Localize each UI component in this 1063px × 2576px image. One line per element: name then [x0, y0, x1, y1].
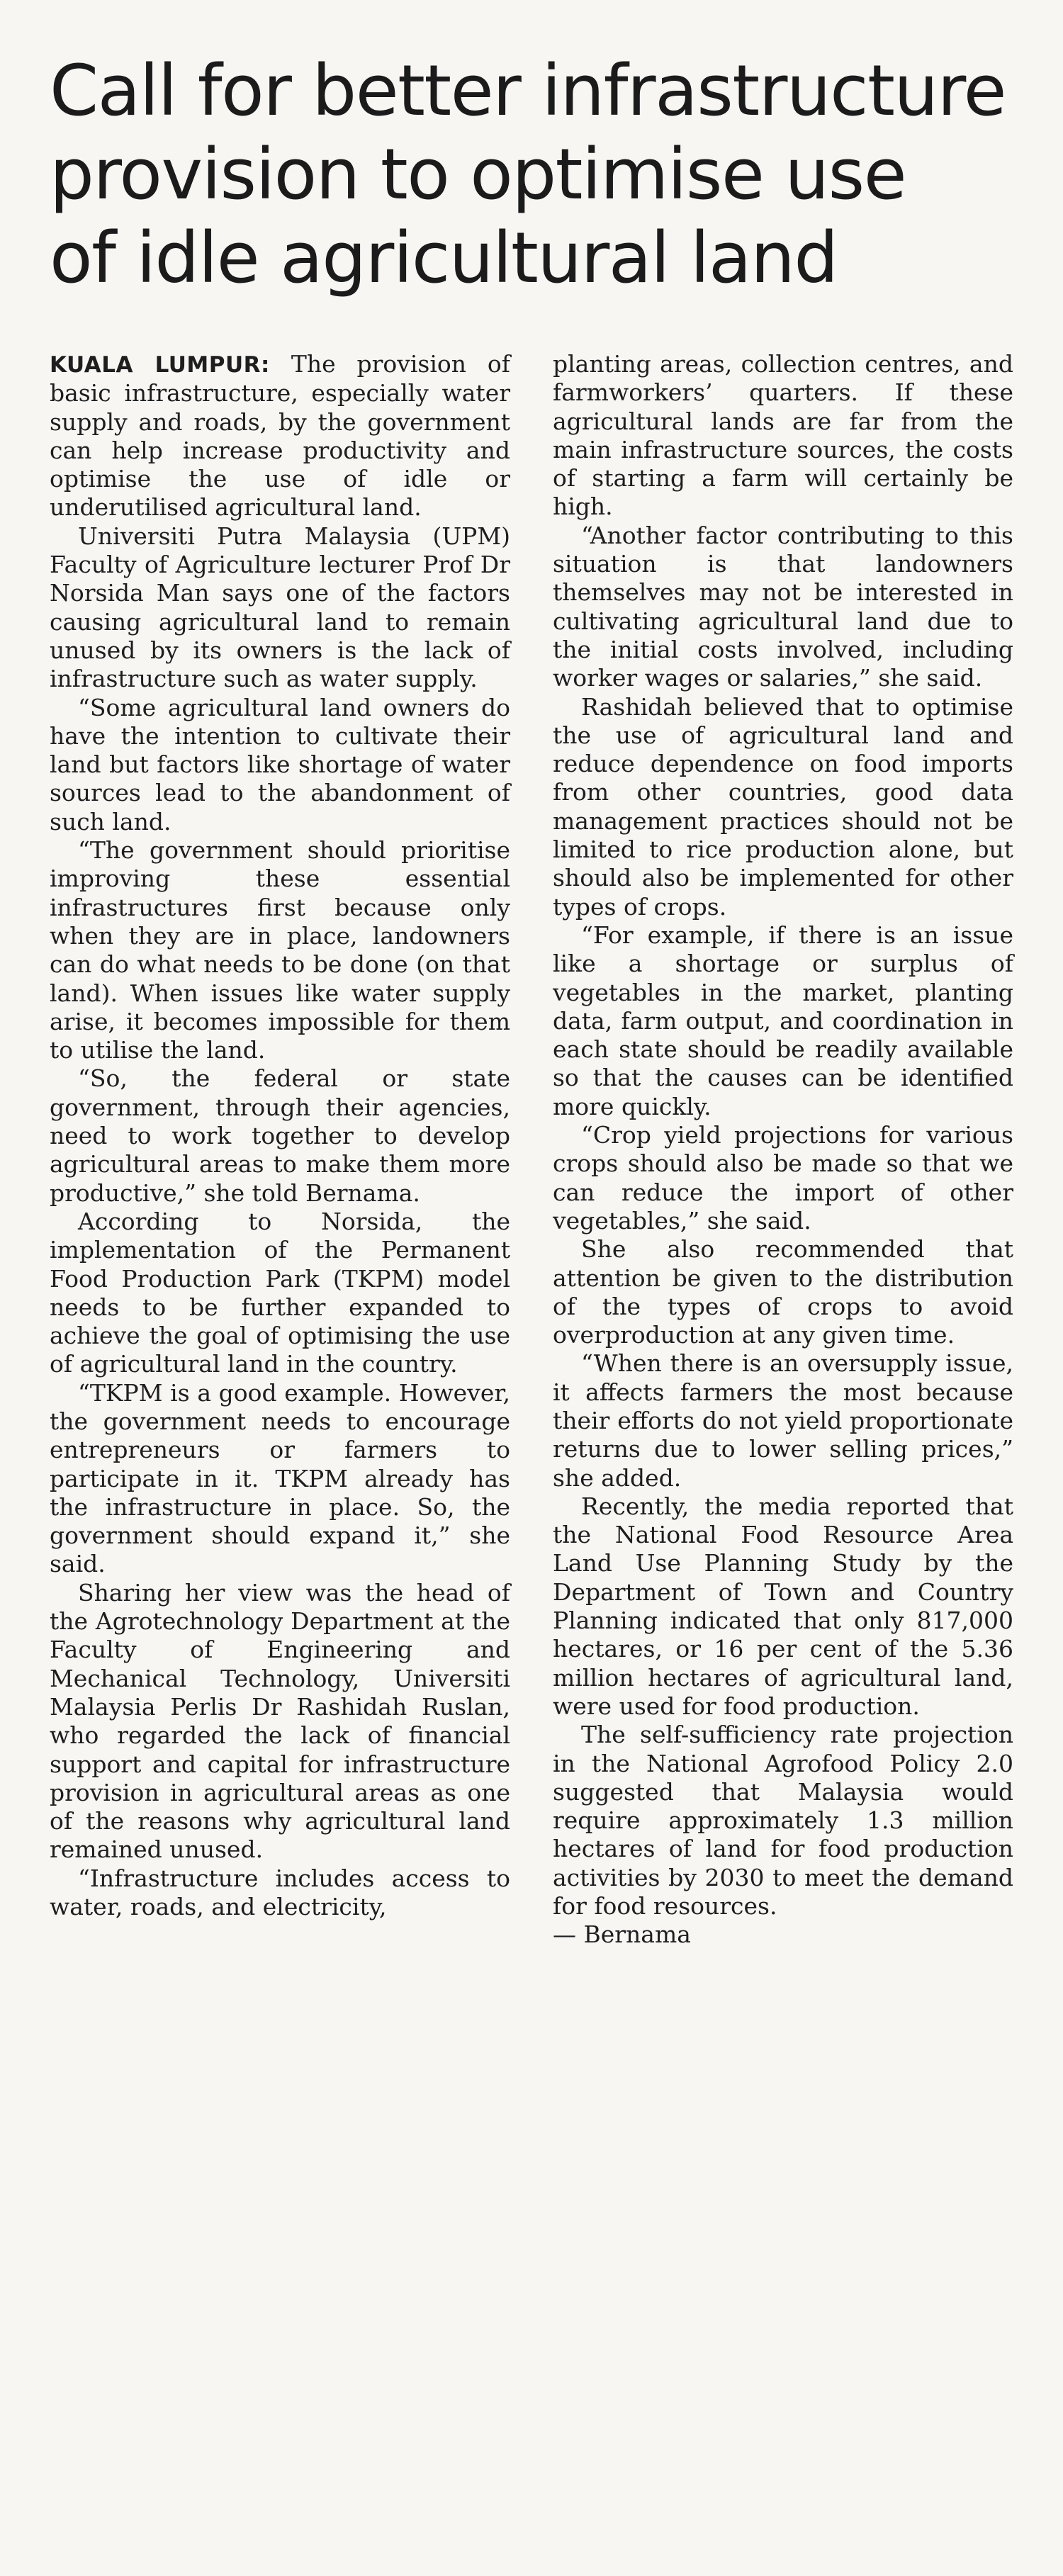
paragraph: “Infrastructure includes access to water, roads, and electricity,	[50, 1864, 510, 1921]
paragraph: Recently, the media reported that the National Food Resource Area Land Use Planning Study by the Department of Town and Country Planning indicated that only 817,000 hectares, or 16 per cent of the 5.36 million hectares of agricultural land, were used for food production.	[553, 1492, 1013, 1720]
paragraph: planting areas, collection centres, and farmworkers’ quarters. If these agricultural lands are far from the main infrastructure sources, the costs of starting a farm will certainly be high.	[553, 350, 1013, 521]
dateline: KUALA LUMPUR:	[50, 352, 270, 378]
paragraph: “For example, if there is an issue like a shortage or surplus of vegetables in the market, planting data, farm output, and coordination in each state should be readily available so that the causes can be identified more quickly.	[553, 921, 1013, 1120]
paragraph: “Another factor contributing to this situation is that landowners themselves may not be interested in cultivating agricultural land due to the initial costs involved, including worker wages or salaries,” she said.	[553, 521, 1013, 692]
article-body	[50, 350, 1013, 1950]
paragraph: The self-sufficiency rate projection in the National Agrofood Policy 2.0 suggested that Malaysia would require approximately 1.3 million hectares of land for food production activities by 2030 to meet the demand for food resources.	[553, 1721, 1013, 1920]
paragraph: Universiti Putra Malaysia (UPM) Faculty of Agriculture lecturer Prof Dr Norsida Man says one of the factors causing agricultural land to remain unused by its owners is the lack of infrastructure such as water supply.	[50, 522, 510, 693]
lead-text: The provision of basic infrastructure, especially water supply and roads, by the government can help increase productivity and optimise the use of idle or underutilised agricultural land.	[50, 350, 510, 522]
paragraph: “The government should prioritise improving these essential infrastructures first because only when they are in place, landowners can do what needs to be done (on that land). When issues like water supply arise, it becomes impossible for them to utilise the land.	[50, 836, 510, 1064]
paragraph: “When there is an oversupply issue, it affects farmers the most because their efforts do not yield proportionate returns due to lower selling prices,” she added.	[553, 1349, 1013, 1492]
headline-line-3: of idle agricultural land	[50, 218, 838, 299]
paragraph	[50, 350, 510, 522]
paragraph: Rashidah believed that to optimise the use of agricultural land and reduce dependence on food imports from other countries, good data management practices should not be limited to rice production alone, but should also be implemented for other types of crops.	[553, 692, 1013, 921]
paragraph: “So, the federal or state government, through their agencies, need to work together to develop agricultural areas to make them more productive,” she told Bernama.	[50, 1064, 510, 1207]
paragraph: “Crop yield projections for various crops should also be made so that we can reduce the import of other vegetables,” she said.	[553, 1121, 1013, 1234]
headline-line-1: Call for better infrastructure	[50, 50, 1006, 132]
paragraph: She also recommended that attention be given to the distribution of the types of crops to avoid overproduction at any given time.	[553, 1235, 1013, 1349]
paragraph: According to Norsida, the implementation of the Permanent Food Production Park (TKPM) model needs to be further expanded to achieve the goal of optimising the use of agricultural land in the country.	[50, 1207, 510, 1378]
paragraph: “Some agricultural land owners do have the intention to cultivate their land but factors like shortage of water sources lead to the abandonment of such land.	[50, 693, 510, 836]
column-left	[50, 350, 510, 1950]
column-right	[553, 350, 1013, 1950]
headline	[50, 50, 1035, 300]
paragraph: Sharing her view was the head of the Agrotechnology Department at the Faculty of Engineering and Mechanical Technology, Universiti Malaysia Perlis Dr Rashidah Ruslan, who regarded the lack of financial support and capital for infrastructure provision in agricultural areas as one of the reasons why agricultural land remained unused.	[50, 1578, 510, 1864]
byline: — Bernama	[553, 1920, 691, 1949]
headline-line-2: provision to optimise use	[50, 134, 906, 215]
news-article	[50, 50, 1013, 1950]
paragraph: “TKPM is a good example. However, the government needs to encourage entrepreneurs or farmers to participate in it. TKPM already has the infrastructure in place. So, the government should expand it,” she said.	[50, 1378, 510, 1578]
